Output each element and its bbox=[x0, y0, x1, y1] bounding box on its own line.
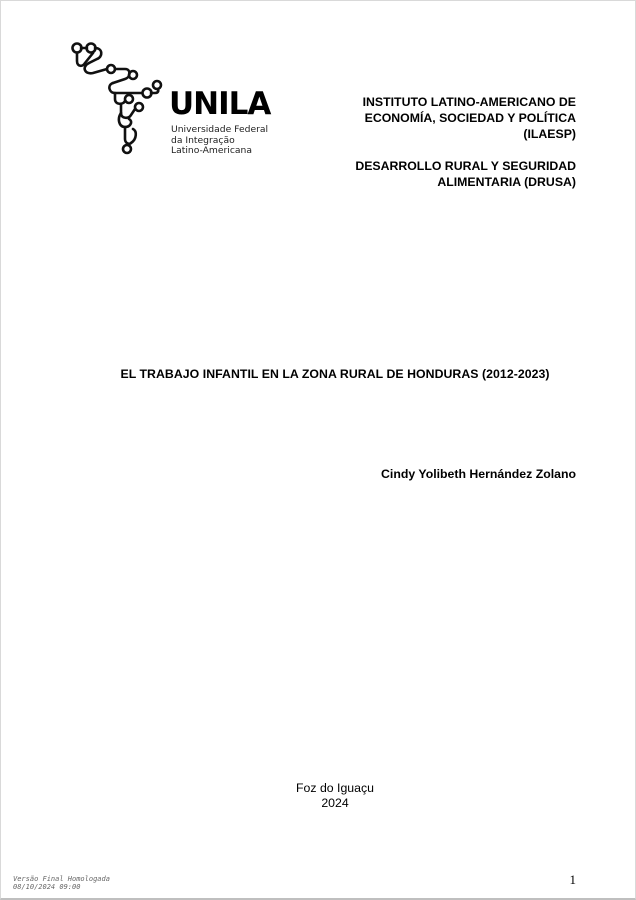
university-name-line: Universidade Federal bbox=[171, 124, 269, 135]
version-stamp-date: 08/10/2024 09:00 bbox=[13, 883, 81, 891]
unila-wordmark: UNILA bbox=[169, 86, 271, 122]
university-name bbox=[171, 125, 268, 157]
unila-logo bbox=[67, 39, 271, 161]
author-name: Cindy Yolibeth Hernández Zolano bbox=[381, 467, 576, 481]
year: 2024 bbox=[321, 796, 349, 810]
unila-logo-emblem-icon bbox=[67, 39, 167, 161]
institute-name-line: ECONOMÍA, SOCIEDAD Y POLÍTICA bbox=[364, 111, 576, 125]
document-title-text: EL TRABAJO INFANTIL EN LA ZONA RURAL DE HONDURAS (2012-2023) bbox=[120, 367, 550, 381]
institute-name-line: INSTITUTO LATINO-AMERICANO DE bbox=[362, 95, 576, 109]
program-name-line: ALIMENTARIA (DRUSA) bbox=[437, 175, 576, 189]
program-name-line: DESARROLLO RURAL Y SEGURIDAD bbox=[355, 159, 576, 173]
version-stamp-line: Versão Final Homologada bbox=[13, 875, 110, 883]
page-number: 1 bbox=[569, 872, 576, 887]
institute-name-line: (ILAESP) bbox=[523, 127, 576, 141]
version-stamp bbox=[13, 875, 110, 891]
institute-header bbox=[276, 94, 576, 190]
university-name-line: Latino-Americana bbox=[171, 145, 252, 156]
place-and-year bbox=[1, 781, 636, 811]
university-name-line: da Integração bbox=[171, 134, 235, 146]
document-title bbox=[1, 367, 636, 381]
city: Foz do Iguaçu bbox=[296, 781, 374, 795]
